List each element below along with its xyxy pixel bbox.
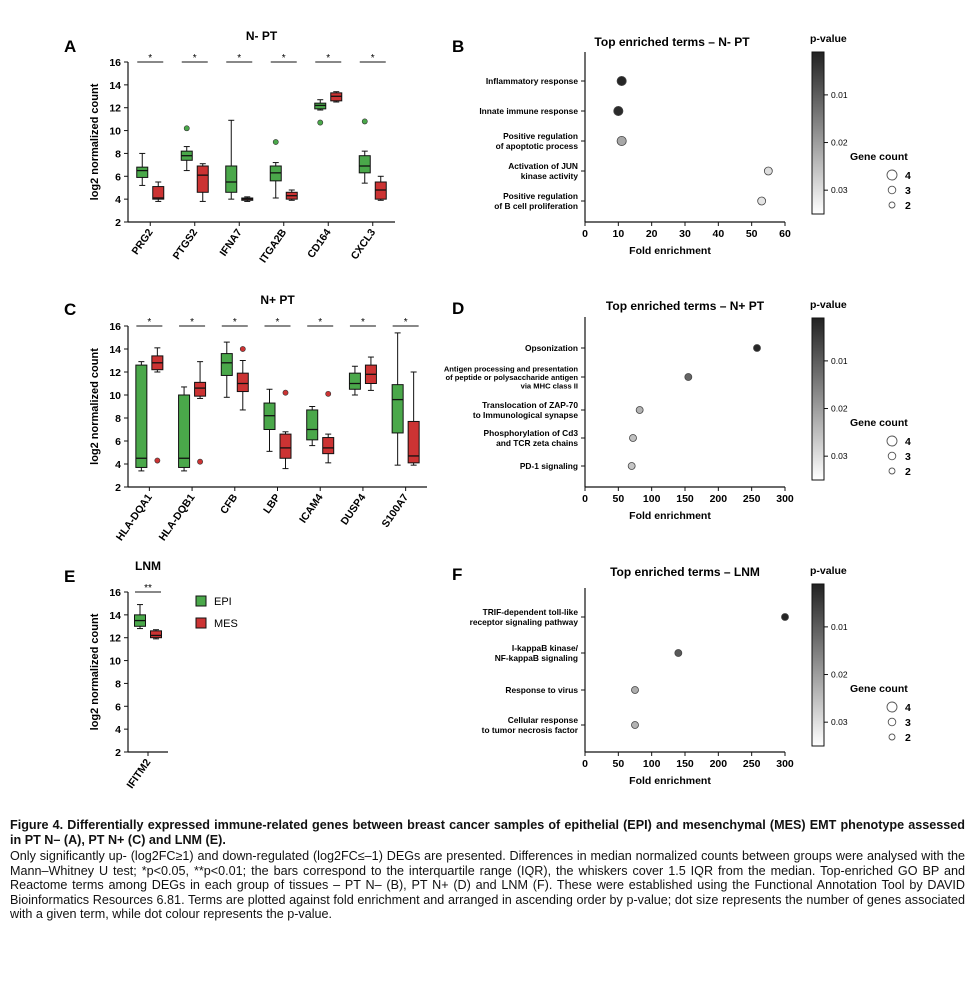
y-tick-label: 12 bbox=[109, 102, 121, 115]
outlier-point bbox=[318, 120, 323, 125]
box-epi-hla-dqa1 bbox=[136, 362, 147, 471]
term-label bbox=[470, 607, 579, 627]
panel-c bbox=[64, 293, 427, 543]
outlier-point bbox=[273, 139, 278, 144]
term-label-line: Positive regulation bbox=[503, 191, 578, 201]
colorbar-tick-label: 0.02 bbox=[831, 669, 848, 680]
x-tick-label: 200 bbox=[709, 758, 728, 770]
term-label-line: Positive regulation bbox=[503, 131, 578, 141]
x-tick-label: HLA-DQA1 bbox=[113, 491, 155, 544]
box-body bbox=[392, 385, 403, 433]
x-tick-label: 150 bbox=[676, 493, 694, 505]
x-tick-label: 30 bbox=[679, 228, 691, 240]
y-tick-label: 12 bbox=[109, 367, 121, 379]
term-label-line: and TCR zeta chains bbox=[496, 438, 578, 448]
term-label-line: Opsonization bbox=[524, 343, 578, 353]
y-tick-label: 6 bbox=[115, 171, 121, 184]
significance-mark: * bbox=[147, 317, 152, 328]
x-tick-label: 200 bbox=[709, 493, 728, 505]
x-tick-label: 300 bbox=[776, 758, 794, 770]
figure-caption-title: Figure 4. Differentially expressed immune-related genes between breast cancer samples of epithelial (EPI) and mesenchymal (MES) EMT phenotype assessed in PT N– (A), PT N+ (C) and LNM (E). bbox=[10, 818, 965, 847]
panel-letter: D bbox=[452, 299, 465, 318]
box-epi-cd164 bbox=[315, 100, 326, 125]
colorbar-title: p-value bbox=[810, 33, 847, 45]
term-label-line: via MHC class II bbox=[520, 381, 578, 391]
term-label bbox=[482, 715, 579, 735]
panel-letter: A bbox=[64, 37, 77, 56]
term-label-line: Activation of JUN bbox=[508, 161, 578, 171]
x-tick-label: 60 bbox=[779, 228, 791, 240]
colorbar bbox=[812, 584, 824, 746]
box-body bbox=[323, 438, 334, 454]
x-tick-label: 100 bbox=[642, 758, 661, 770]
outlier-point bbox=[155, 458, 160, 463]
x-tick-label: 250 bbox=[742, 758, 761, 770]
box-mes-itga2b bbox=[286, 190, 297, 200]
colorbar-title: p-value bbox=[810, 565, 847, 577]
box-body bbox=[408, 421, 419, 462]
panel-a bbox=[64, 29, 395, 265]
box-epi-lbp bbox=[264, 389, 275, 451]
term-label bbox=[505, 685, 578, 695]
panel-letter: E bbox=[64, 567, 76, 586]
y-tick-label: 14 bbox=[109, 609, 121, 622]
y-tick-label: 16 bbox=[109, 321, 121, 333]
box-body bbox=[151, 631, 162, 638]
box-body bbox=[280, 434, 291, 458]
box-epi-ifitm2 bbox=[135, 605, 146, 629]
x-tick-label: CXCL3 bbox=[348, 226, 379, 262]
term-label-line: Inflammatory response bbox=[485, 76, 578, 86]
colorbar-title: p-value bbox=[810, 299, 847, 311]
x-tick-label: ICAM4 bbox=[297, 491, 326, 526]
panel-d bbox=[444, 299, 911, 522]
y-tick-label: 14 bbox=[109, 344, 121, 356]
panel-b bbox=[452, 33, 911, 257]
significance-mark: * bbox=[148, 53, 153, 64]
box-body bbox=[137, 167, 148, 177]
x-tick-label: 300 bbox=[776, 493, 794, 505]
y-tick-label: 16 bbox=[109, 57, 121, 69]
y-axis-label: log2 normalized count bbox=[89, 348, 101, 465]
figure-caption-body: Only significantly up- (log2FC≥1) and down-regulated (log2FC≤–1) DEGs are presented. Differences in median normalized counts between groups were analysed with the Mann–Whitney U test; *p<0.05, **p<0.01; the bars correspond to the interquartile range (IQR), the whiskers cover 1.5 IQR from the median. Top-enriched GO BP and Reactome terms among DEGs in each group of tissues – PT N– (B), PT N+ (D) and LNM (F). These were established using the Functional Annotation Tool by DAVID Bioinformatics Resources 6.81. Terms are plotted against fold enrichment and arranged in ascending order by p-value; dot size represents the number of genes associated with a given term, while dot colour represents the p-value. bbox=[10, 849, 965, 922]
colorbar-tick-label: 0.03 bbox=[831, 717, 848, 728]
significance-mark: * bbox=[275, 317, 280, 328]
term-label bbox=[494, 191, 578, 211]
term-label bbox=[495, 643, 579, 663]
enrichment-point bbox=[636, 407, 643, 414]
box-mes-cxcl3 bbox=[375, 176, 386, 200]
term-label bbox=[525, 343, 578, 353]
box-mes-cd164 bbox=[331, 92, 342, 102]
chart-title: Top enriched terms – N- PT bbox=[594, 35, 750, 49]
box-body bbox=[359, 156, 370, 173]
box-epi-itga2b bbox=[270, 139, 281, 198]
colorbar-tick-label: 0.01 bbox=[831, 355, 848, 366]
x-tick-label: PTGS2 bbox=[170, 226, 201, 262]
term-label-line: receptor signaling pathway bbox=[469, 617, 578, 627]
size-legend-label: 4 bbox=[905, 170, 911, 182]
box-mes-ifna7 bbox=[242, 197, 253, 202]
panel-e bbox=[64, 559, 238, 791]
enrichment-point bbox=[675, 650, 682, 657]
panel-letter: B bbox=[452, 37, 465, 56]
x-tick-label: HLA-DQB1 bbox=[156, 491, 198, 544]
legend-swatch-mes bbox=[196, 618, 206, 628]
box-mes-hla-dqa1 bbox=[152, 348, 163, 463]
panel-letter: C bbox=[64, 300, 77, 319]
y-tick-label: 6 bbox=[115, 436, 121, 448]
size-legend-label: 3 bbox=[905, 451, 911, 463]
size-legend-label: 4 bbox=[905, 702, 911, 714]
outlier-point bbox=[362, 119, 367, 124]
x-tick-label: 0 bbox=[582, 758, 588, 770]
colorbar-tick-label: 0.02 bbox=[831, 403, 848, 414]
box-mes-ptgs2 bbox=[197, 164, 208, 202]
term-label-line: Phosphorylation of Cd3 bbox=[483, 428, 578, 438]
colorbar-tick-label: 0.01 bbox=[831, 89, 848, 100]
significance-mark: ** bbox=[144, 583, 152, 594]
x-tick-label: 10 bbox=[612, 228, 625, 240]
x-tick-label: 50 bbox=[612, 493, 625, 505]
y-tick-label: 6 bbox=[115, 701, 121, 714]
size-legend-dot bbox=[887, 702, 897, 712]
significance-mark: * bbox=[192, 53, 197, 64]
chart-title: LNM bbox=[135, 559, 161, 573]
significance-mark: * bbox=[326, 53, 331, 64]
box-body bbox=[197, 166, 208, 192]
outlier-point bbox=[283, 390, 288, 395]
enrichment-point bbox=[758, 197, 766, 205]
y-tick-label: 2 bbox=[115, 217, 121, 229]
term-label bbox=[520, 461, 578, 471]
significance-mark: * bbox=[232, 317, 237, 328]
x-axis-label: Fold enrichment bbox=[629, 245, 711, 257]
y-tick-label: 10 bbox=[109, 655, 121, 668]
enrichment-point bbox=[632, 687, 639, 694]
size-legend-dot bbox=[889, 202, 895, 208]
size-legend-dot bbox=[889, 468, 895, 474]
box-mes-s100a7 bbox=[408, 372, 419, 465]
enrichment-point bbox=[685, 374, 692, 381]
legend-swatch-epi bbox=[196, 596, 206, 606]
colorbar bbox=[812, 318, 824, 480]
significance-mark: * bbox=[281, 53, 286, 64]
y-tick-label: 2 bbox=[115, 482, 121, 494]
term-label bbox=[484, 428, 579, 448]
significance-mark: * bbox=[237, 53, 242, 64]
term-label-line: to Immunological synapse bbox=[472, 410, 578, 420]
box-epi-dusp4 bbox=[349, 366, 360, 395]
size-legend-dot bbox=[889, 734, 895, 740]
x-tick-label: ITGA2B bbox=[257, 226, 290, 266]
term-label bbox=[444, 364, 579, 390]
enrichment-point bbox=[628, 463, 635, 470]
box-mes-lbp bbox=[280, 390, 291, 469]
outlier-point bbox=[326, 391, 331, 396]
panel-f bbox=[452, 565, 911, 787]
colorbar bbox=[812, 52, 824, 214]
enrichment-point bbox=[614, 106, 623, 115]
term-label-line: TRIF-dependent toll-like bbox=[482, 607, 578, 617]
panel-letter: F bbox=[452, 565, 463, 584]
colorbar-tick-label: 0.02 bbox=[831, 137, 848, 148]
y-tick-label: 12 bbox=[109, 632, 121, 645]
y-tick-label: 2 bbox=[115, 747, 121, 759]
colorbar-tick-label: 0.03 bbox=[831, 451, 848, 462]
x-tick-label: 20 bbox=[645, 228, 658, 240]
box-body bbox=[221, 354, 232, 376]
box-mes-dusp4 bbox=[365, 357, 376, 390]
box-epi-prg2 bbox=[137, 153, 148, 185]
size-legend-dot bbox=[888, 718, 896, 726]
box-mes-cfb bbox=[237, 346, 248, 410]
term-label-line: Translocation of ZAP-70 bbox=[482, 400, 578, 410]
box-body bbox=[195, 382, 206, 396]
x-tick-label: 0 bbox=[582, 493, 588, 505]
box-epi-cfb bbox=[221, 342, 232, 397]
term-label-line: Antigen processing and presentation bbox=[443, 364, 578, 374]
significance-mark: * bbox=[403, 317, 408, 328]
outlier-point bbox=[197, 459, 202, 464]
enrichment-point bbox=[764, 167, 772, 175]
y-tick-label: 8 bbox=[115, 413, 121, 425]
chart-title: Top enriched terms – N+ PT bbox=[605, 299, 765, 313]
box-epi-s100a7 bbox=[392, 333, 403, 465]
size-legend-label: 4 bbox=[905, 436, 911, 448]
box-epi-hla-dqb1 bbox=[179, 387, 190, 471]
x-axis-label: Fold enrichment bbox=[629, 775, 711, 787]
size-legend-label: 2 bbox=[905, 732, 911, 744]
x-tick-label: LBP bbox=[261, 491, 283, 516]
x-tick-label: PRG2 bbox=[129, 226, 156, 258]
legend-label-mes: MES bbox=[214, 618, 238, 630]
x-tick-label: CFB bbox=[218, 491, 241, 517]
x-tick-label: 50 bbox=[745, 228, 758, 240]
size-legend-dot bbox=[887, 436, 897, 446]
box-body bbox=[307, 410, 318, 440]
y-tick-label: 4 bbox=[115, 724, 121, 737]
box-mes-icam4 bbox=[323, 391, 334, 463]
y-axis-label: log2 normalized count bbox=[89, 83, 101, 201]
term-label bbox=[508, 161, 578, 181]
box-body bbox=[136, 365, 147, 467]
chart-title: N- PT bbox=[245, 29, 278, 43]
box-epi-ptgs2 bbox=[181, 126, 192, 171]
term-label bbox=[473, 400, 579, 420]
x-tick-label: 50 bbox=[612, 758, 625, 770]
size-legend-dot bbox=[887, 170, 897, 180]
term-label-line: I-kappaB kinase/ bbox=[511, 643, 578, 653]
term-label-line: PD-1 signaling bbox=[519, 461, 578, 471]
term-label-line: to tumor necrosis factor bbox=[481, 725, 578, 735]
colorbar-tick-label: 0.01 bbox=[831, 621, 848, 632]
y-tick-label: 14 bbox=[109, 79, 121, 92]
colorbar-tick-label: 0.03 bbox=[831, 185, 848, 196]
enrichment-point bbox=[617, 76, 626, 85]
x-tick-label: 40 bbox=[712, 228, 725, 240]
x-tick-label: IFITM2 bbox=[124, 756, 154, 791]
size-legend-label: 3 bbox=[905, 717, 911, 729]
significance-mark: * bbox=[318, 317, 323, 328]
term-label-line: kinase activity bbox=[520, 171, 578, 181]
size-legend-label: 2 bbox=[905, 466, 911, 478]
x-tick-label: 100 bbox=[642, 493, 661, 505]
box-mes-hla-dqb1 bbox=[195, 362, 206, 465]
outlier-point bbox=[184, 126, 189, 131]
size-legend-label: 3 bbox=[905, 185, 911, 197]
x-tick-label: IFNA7 bbox=[217, 226, 245, 259]
y-tick-label: 10 bbox=[109, 125, 121, 138]
term-label bbox=[486, 76, 578, 86]
x-tick-label: 0 bbox=[582, 228, 588, 240]
outlier-point bbox=[240, 346, 245, 351]
term-label bbox=[496, 131, 579, 151]
term-label-line: NF-kappaB signaling bbox=[494, 653, 578, 663]
x-tick-label: 150 bbox=[676, 758, 694, 770]
size-legend-label: 2 bbox=[905, 200, 911, 212]
box-epi-ifna7 bbox=[226, 120, 237, 199]
box-body bbox=[153, 187, 164, 200]
term-label-line: Response to virus bbox=[505, 685, 578, 695]
size-legend-dot bbox=[888, 452, 896, 460]
term-label-line: Cellular response bbox=[507, 715, 578, 725]
x-tick-label: DUSP4 bbox=[338, 491, 369, 528]
size-legend-title: Gene count bbox=[850, 151, 908, 163]
enrichment-point bbox=[754, 345, 761, 352]
term-label-line: of peptide or polysaccharide antigen bbox=[445, 373, 578, 382]
box-body bbox=[237, 373, 248, 391]
box-mes-prg2 bbox=[153, 182, 164, 201]
chart-title: N+ PT bbox=[260, 293, 295, 307]
significance-mark: * bbox=[360, 317, 365, 328]
box-body bbox=[349, 373, 360, 389]
box-epi-icam4 bbox=[307, 407, 318, 446]
enrichment-point bbox=[617, 136, 626, 145]
significance-mark: * bbox=[370, 53, 375, 64]
y-axis-label: log2 normalized count bbox=[89, 613, 101, 731]
box-body bbox=[179, 395, 190, 467]
significance-mark: * bbox=[190, 317, 195, 328]
size-legend-title: Gene count bbox=[850, 417, 908, 429]
y-tick-label: 8 bbox=[115, 148, 121, 161]
term-label-line: of B cell proliferation bbox=[494, 201, 578, 211]
y-tick-label: 4 bbox=[115, 194, 121, 207]
term-label-line: Innate immune response bbox=[479, 106, 578, 116]
x-tick-label: CD164 bbox=[305, 226, 334, 261]
box-epi-cxcl3 bbox=[359, 119, 370, 183]
y-tick-label: 16 bbox=[109, 587, 121, 599]
enrichment-point bbox=[630, 435, 637, 442]
enrichment-point bbox=[782, 614, 789, 621]
term-label bbox=[479, 106, 578, 116]
x-axis-label: Fold enrichment bbox=[629, 510, 711, 522]
enrichment-point bbox=[632, 722, 639, 729]
box-mes-ifitm2 bbox=[151, 630, 162, 639]
size-legend-dot bbox=[888, 186, 896, 194]
box-body bbox=[226, 166, 237, 192]
y-tick-label: 10 bbox=[109, 390, 121, 402]
x-tick-label: S100A7 bbox=[379, 491, 412, 530]
term-label-line: of apoptotic process bbox=[495, 141, 578, 151]
y-tick-label: 4 bbox=[115, 459, 121, 471]
chart-title: Top enriched terms – LNM bbox=[610, 565, 760, 579]
y-tick-label: 8 bbox=[115, 678, 121, 691]
legend-label-epi: EPI bbox=[214, 596, 232, 608]
x-tick-label: 250 bbox=[742, 493, 761, 505]
size-legend-title: Gene count bbox=[850, 683, 908, 695]
